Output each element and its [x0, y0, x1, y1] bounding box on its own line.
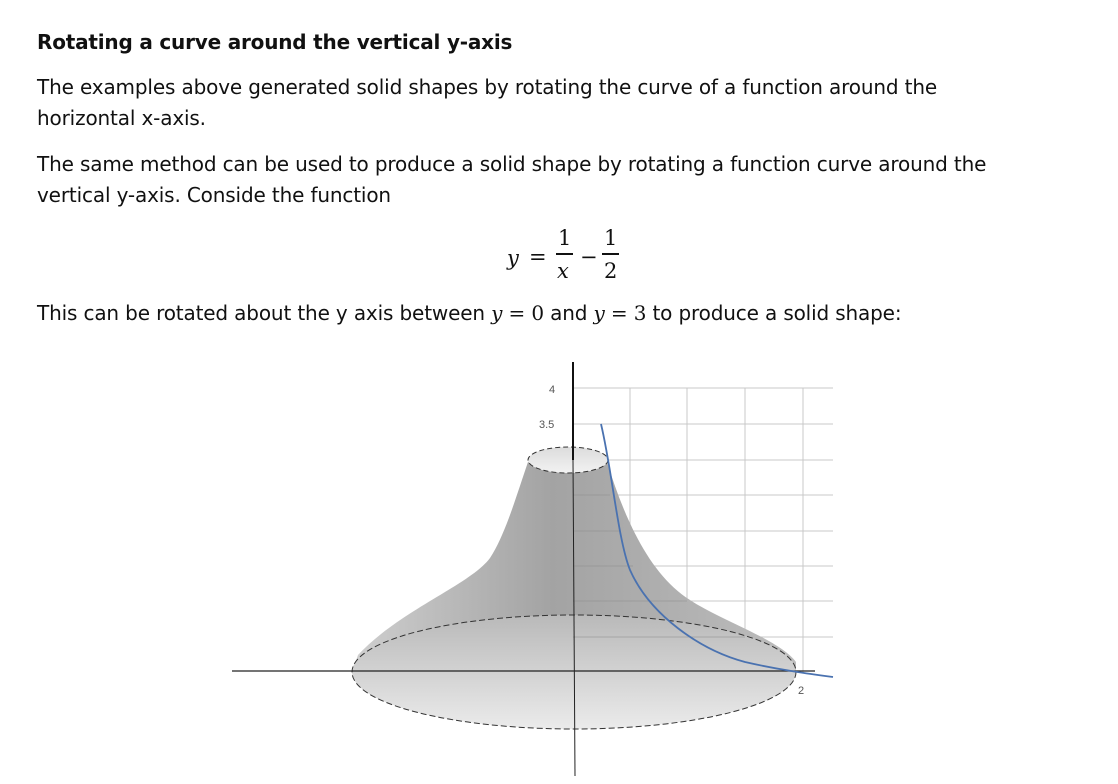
fraction1-denominator: x: [557, 259, 569, 283]
formula-equals: =: [529, 245, 547, 269]
formula-y: y: [507, 246, 519, 270]
fraction2-numerator: 1: [604, 226, 618, 250]
formula-minus: −: [580, 245, 598, 269]
fraction1-numerator: 1: [558, 226, 572, 250]
solid-top-ellipse: [528, 447, 608, 473]
paragraph-rotation: This can be rotated about the y axis between y = 0 and y = 3 to produce a solid shape:: [37, 301, 902, 325]
fraction2-denominator: 2: [604, 259, 618, 283]
section-heading: Rotating a curve around the vertical y-axis: [37, 30, 513, 54]
paragraph-intro: The examples above generated solid shapes by rotating the curve of a function around the horizontal x-axis.: [37, 75, 938, 130]
y-tick-label: 4: [549, 384, 556, 396]
y-tick-label: 3.5: [539, 419, 555, 431]
x-tick-label: 2: [798, 685, 805, 697]
paragraph-method: The same method can be used to produce a solid shape by rotating a function curve around the vertical y-axis. Conside the function: [37, 152, 987, 207]
